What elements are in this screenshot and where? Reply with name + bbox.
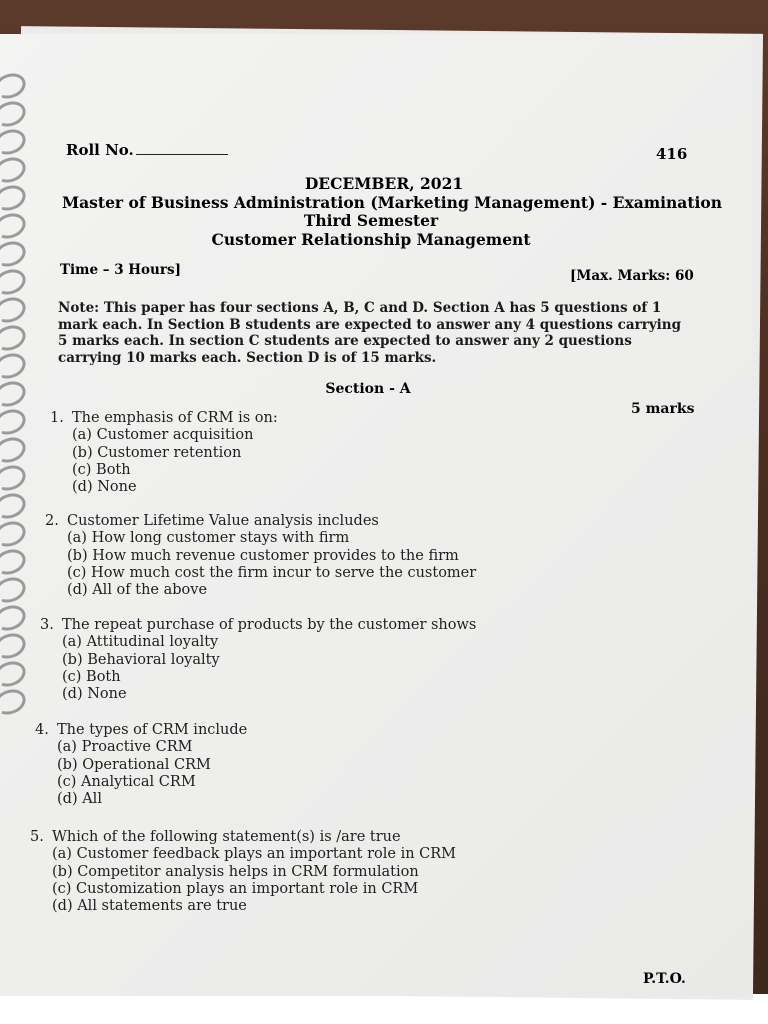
coil <box>0 573 29 606</box>
option: (b) Behavioral loyalty <box>62 651 220 668</box>
section-title: Section - A <box>325 381 411 397</box>
coil <box>0 125 29 158</box>
option: (d) All <box>57 791 102 808</box>
coil <box>0 629 29 662</box>
option: (b) Competitor analysis helps in CRM formulation <box>52 863 419 880</box>
option: (c) Customization plays an important role in CRM <box>52 880 419 897</box>
coil <box>0 545 29 578</box>
option: (b) Operational CRM <box>57 756 211 773</box>
option: (d) None <box>72 479 137 496</box>
coil <box>0 265 29 298</box>
coil <box>0 657 29 690</box>
coil <box>0 461 29 494</box>
max-marks: [Max. Marks: 60 <box>570 268 694 284</box>
coil <box>0 433 29 466</box>
coil <box>0 321 29 354</box>
question-stem: Customer Lifetime Value analysis includes <box>67 513 379 529</box>
option: (a) Customer feedback plays an important role in CRM <box>52 846 457 863</box>
spiral-binding <box>0 74 28 734</box>
option: (d) All statements are true <box>52 898 247 915</box>
coil <box>0 405 29 438</box>
option: (a) Customer acquisition <box>72 427 254 444</box>
exam-date: DECEMBER, 2021 <box>304 174 464 193</box>
note-text: This paper has four sections A, B, C and D. Section A has 5 questions of 1 mark each. In Section B students are expected to answer any 4 questions carrying 5 marks each. In section C students are expected to answer any 2 questions carrying 10 marks each. Section D is of 15 marks. <box>58 300 682 366</box>
question-3 <box>40 617 476 703</box>
option: (b) Customer retention <box>72 444 242 461</box>
subject-title: Customer Relationship Management <box>211 230 531 249</box>
question-1 <box>50 410 278 496</box>
coil <box>0 293 29 326</box>
time-allowed: Time – 3 Hours] <box>60 262 181 278</box>
question-5 <box>30 829 456 915</box>
please-turn-over: P.T.O. <box>643 971 686 987</box>
section-marks: 5 marks <box>631 401 695 417</box>
option: (c) How much cost the firm incur to serve the customer <box>67 564 477 581</box>
program-title: Master of Business Administration (Marketing Management) - Examination <box>61 193 722 212</box>
roll-label: Roll No. <box>66 141 134 159</box>
option: (c) Analytical CRM <box>57 773 196 790</box>
question-2 <box>45 513 476 599</box>
option: (a) How long customer stays with firm <box>67 530 350 547</box>
question-stem: Which of the following statement(s) is /are true <box>52 829 401 845</box>
question-stem: The types of CRM include <box>57 722 248 738</box>
question-number: 4. <box>35 722 49 738</box>
coil <box>0 517 29 550</box>
coil <box>0 349 29 382</box>
question-number: 3. <box>40 617 54 633</box>
option: (a) Proactive CRM <box>57 739 193 756</box>
question-number: 5. <box>30 829 44 845</box>
coil <box>0 69 29 102</box>
option: (c) Both <box>72 461 131 478</box>
coil <box>0 489 29 522</box>
option: (c) Both <box>62 668 121 685</box>
option: (b) How much revenue customer provides to the firm <box>67 547 459 564</box>
note-label: Note: <box>58 300 100 316</box>
option: (d) None <box>62 686 127 703</box>
coil <box>0 97 29 130</box>
question-stem: The repeat purchase of products by the customer shows <box>62 617 477 633</box>
roll-number-field <box>66 142 228 159</box>
semester: Third Semester <box>303 211 439 230</box>
option: (a) Attitudinal loyalty <box>62 634 219 651</box>
question-4 <box>35 722 247 808</box>
coil <box>0 685 29 718</box>
roll-blank-line <box>136 154 228 155</box>
question-number: 2. <box>45 513 59 529</box>
coil <box>0 601 29 634</box>
option: (d) All of the above <box>67 582 208 599</box>
paper-code: 416 <box>656 145 688 163</box>
question-stem: The emphasis of CRM is on: <box>72 410 278 426</box>
question-number: 1. <box>50 410 64 426</box>
instructions-note <box>58 300 688 366</box>
